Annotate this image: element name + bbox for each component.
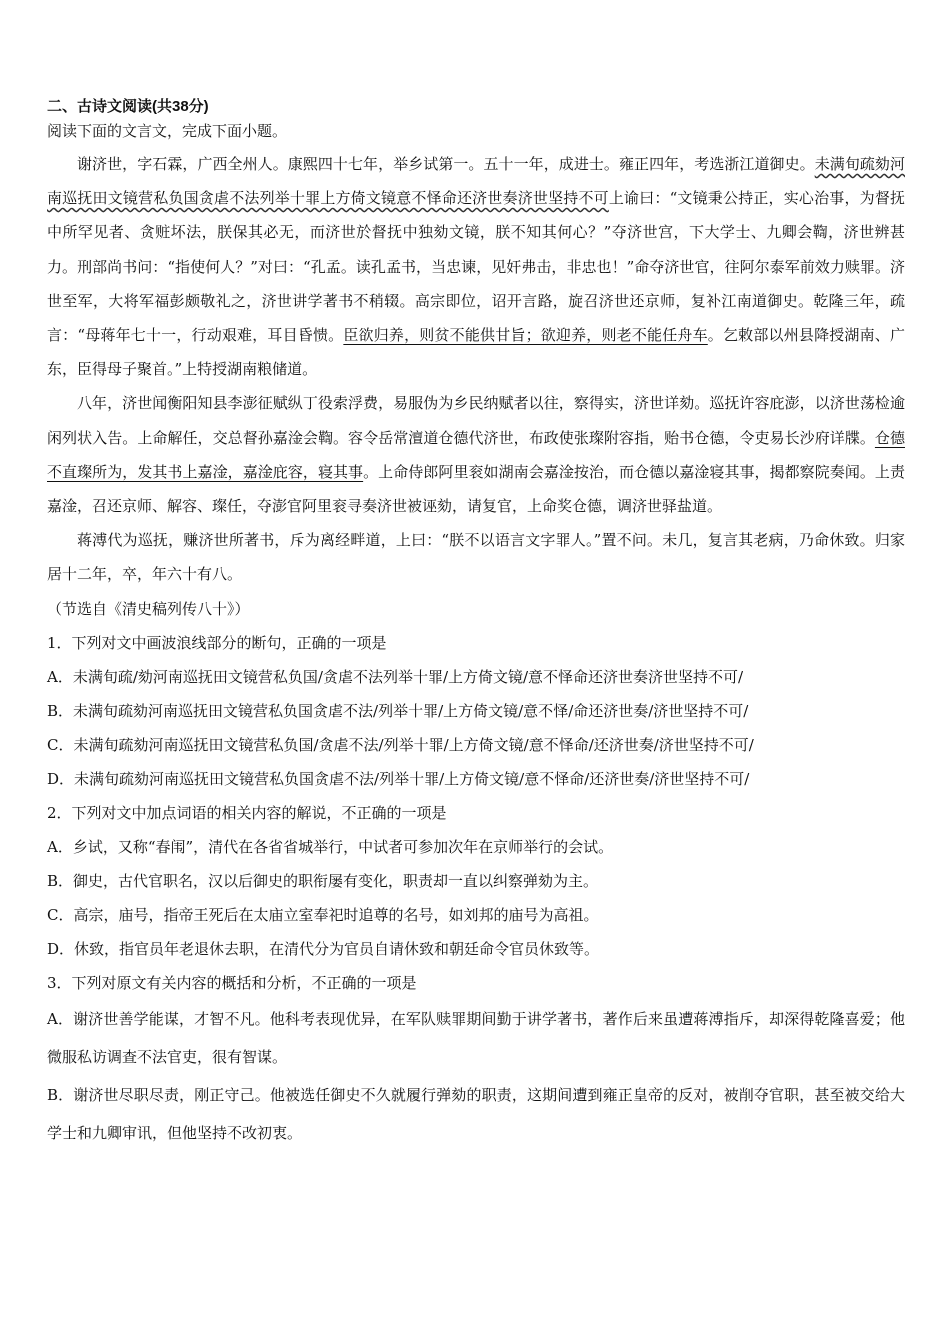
question-1	[47, 626, 905, 796]
passage-text: 上谕曰：“文镜秉公持正，实心治事，为督抚中所罕见者、贪赃坏法，朕保其必无，而济世於督抚中独劾文镜，朕不知其何心？”夺济世宫，下大学士、九卿会鞫，济世辨甚力。刑部尚书问：“指使何人？”对曰：“孔孟。读孔孟书，当忠谏，见奸弗击，非忠也！”命夺济世官，往阿尔泰军前效力赎罪。济世至军，大将军福彭颇敬礼之，济世讲学著书不稍辍。高宗即位，诏开言路，旋召济世还京师，复补江南道御史。乾隆三年，疏言：“母蒋年七十一，行动艰难，耳目昏愦。	[47, 189, 905, 345]
section-heading: 二、古诗文阅读(共38分)	[47, 98, 209, 115]
option-a: A．谢济世善学能谋，才智不凡。他科考表现优异，在军队赎罪期间勤于讲学著书，著作后来虽遭蒋溥指斥，却深得乾隆喜爱；他微服私访调查不法官吏，很有智谋。	[47, 1009, 905, 1066]
option-c: C．未满旬疏劾河南巡抚田文镜营私负国/贪虐不法/列举十罪/上方倚文镜/意不怿命/还济世奏/济世坚持不可/	[47, 735, 754, 754]
passage-text: 八年，济世闻衡阳知县李澎征赋纵丁役索浮费，易服伪为乡民纳赋者以往，察得实，济世详劾。巡抚许容庇澎，以济世荡检逾闲列状入告。上命解任，交总督孙嘉淦会鞫。容令岳常澶道仓德代济世，布政使张璨附容指，贻书仓德，令吏易长沙府详牒。	[47, 394, 905, 447]
option-b: B．未满旬疏劾河南巡抚田文镜营私负国贪虐不法/列举十罪/上方倚文镜/意不怿/命还济世奏/济世坚持不可/	[47, 701, 749, 720]
question-stem: 1．下列对文中画波浪线部分的断句，正确的一项是	[47, 633, 387, 652]
wavy-underlined-text: 未满旬疏劾河南巡抚田文镜营私负国贪虐不法列举十罪上方倚文镜意不怿命还济世奏济世坚持不可	[47, 155, 905, 208]
source-citation: （节选自《清史稿列传八十》）	[47, 599, 250, 618]
option-d: D．休致，指官员年老退休去职，在清代分为官员自请休致和朝廷命令官员休致等。	[47, 939, 600, 958]
question-3	[47, 966, 905, 1152]
question-2	[47, 796, 905, 966]
passage-text: 。上命侍郎阿里衮如湖南会嘉淦按治，而仓德以嘉淦寝其事，揭都察院奏闻。上责嘉淦，召还京师、解容、璨任，夺澎官阿里衮寻奏济世被诬劾，请复官，上命奖仓德，调济世驿盐道。	[47, 462, 905, 516]
question-stem: 2．下列对文中加点词语的相关内容的解说，不正确的一项是	[47, 803, 447, 822]
underlined-sentence: 臣欲归养，则贫不能供甘旨；欲迎养，则老不能任舟车	[343, 326, 708, 345]
option-b: B．御史，古代官职名，汉以后御史的职衔屡有变化，职责却一直以纠察弹劾为主。	[47, 871, 599, 890]
option-c: C．高宗，庙号，指帝王死后在太庙立室奉祀时追尊的名号，如刘邦的庙号为高祖。	[47, 905, 599, 924]
passage-paragraph-1	[47, 147, 905, 386]
passage-text: 谢济世，字石霖，广西全州人。康熙四十七年，举乡试第一。五十一年，成进士。雍正四年，考选浙江道御史。	[77, 155, 815, 173]
instruction: 阅读下面的文言文，完成下面小题。	[47, 122, 288, 140]
option-b: B．谢济世尽职尽责，刚正守己。他被选任御史不久就履行弹劾的职责，这期间遭到雍正皇帝的反对，被削夺官职，甚至被交给大学士和九卿审讯，但他坚持不改初衷。	[47, 1085, 905, 1142]
underlined-sentence: 仓德不直璨所为，发其书上嘉淦，嘉淦庇容，寝其事	[47, 428, 905, 481]
passage-text: 。乞敕部以州县降授湖南、广东，臣得母子聚首。”上特授湖南粮储道。	[47, 326, 905, 379]
exam-page	[47, 96, 905, 1152]
option-a: A．乡试，又称“春闱”，清代在各省省城举行，中试者可参加次年在京师举行的会试。	[47, 837, 614, 856]
question-stem: 3．下列对原文有关内容的概括和分析，不正确的一项是	[47, 973, 417, 992]
passage-paragraph-3: 蒋溥代为巡抚，赚济世所著书，斥为离经畔道，上曰：“朕不以语言文字罪人。”置不问。未几，复言其老病，乃命休致。归家居十二年，卒，年六十有八。	[47, 531, 905, 584]
option-d: D．未满旬疏劾河南巡抚田文镜营私负国贪虐不法/列举十罪/上方倚文镜/意不怿命/还济世奏/济世坚持不可/	[47, 769, 750, 788]
option-a: A．未满旬疏/劾河南巡抚田文镜营私负国/贪虐不法列举十罪/上方倚文镜/意不怿命还济世奏济世坚持不可/	[47, 667, 744, 686]
passage-paragraph-2	[47, 386, 905, 523]
